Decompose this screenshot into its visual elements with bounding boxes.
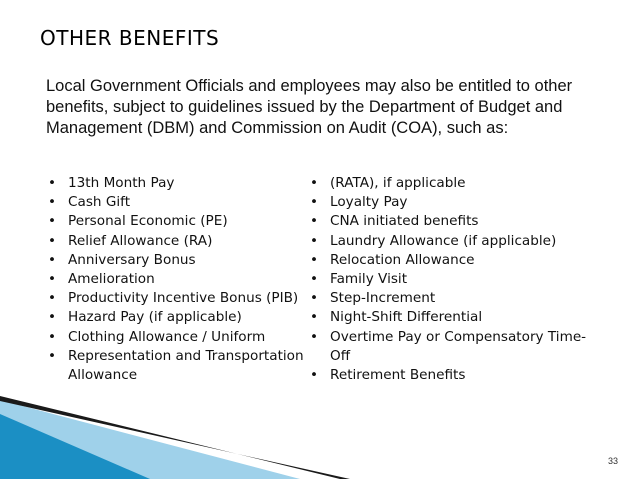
list-item: • Retirement Benefits (310, 366, 590, 385)
decorative-swoosh (0, 380, 638, 479)
list-item: • Representation and Transportation Allowance (48, 347, 304, 384)
bullet-icon: • (310, 232, 319, 249)
list-item: • Laundry Allowance (if applicable) (310, 232, 590, 251)
list-item: • Anniversary Bonus (48, 251, 313, 270)
list-item: • Night-Shift Differential (310, 308, 590, 327)
list-item: • Overtime Pay or Compensatory Time-Off (310, 328, 587, 364)
page-number: 33 (608, 456, 619, 466)
slide-title: OTHER BENEFITS (40, 26, 220, 50)
list-item: • Clothing Allowance / Uniform (48, 328, 313, 347)
bullet-icon: • (310, 290, 319, 307)
list-item: • Hazard Pay (if applicable) (48, 308, 313, 327)
benefits-list-right (310, 174, 590, 385)
bullet-icon: • (48, 213, 57, 230)
bullet-icon: • (48, 271, 57, 288)
bullet-icon: • (310, 213, 319, 230)
bullet-icon: • (310, 367, 319, 384)
bullet-icon: • (48, 194, 57, 211)
intro-paragraph: Local Government Officials and employees may also be entitled to other benefits, subject to guidelines issued by the Department of Budget and Management (DBM) and Commission on Audit (COA), such as: (46, 77, 573, 137)
bullet-icon: • (48, 309, 57, 326)
bullet-icon: • (48, 251, 57, 268)
list-item: • Productivity Incentive Bonus (PIB) (48, 289, 313, 308)
bullet-icon: • (48, 290, 57, 307)
list-item: • Personal Economic (PE) (48, 212, 313, 231)
bullet-icon: • (48, 347, 57, 364)
list-item: • Family Visit (310, 270, 590, 289)
list-item: • (RATA), if applicable (310, 174, 590, 193)
bullet-icon: • (48, 328, 57, 345)
list-item: • Step-Increment (310, 289, 590, 308)
list-item: • 13th Month Pay (48, 174, 313, 193)
bullet-icon: • (310, 309, 319, 326)
list-item: • Amelioration (48, 270, 313, 289)
bullet-icon: • (310, 251, 319, 268)
list-item: • CNA initiated benefits (310, 212, 590, 231)
benefits-list-left (48, 174, 313, 385)
list-item: • Cash Gift (48, 193, 313, 212)
bullet-icon: • (310, 194, 319, 211)
bullet-icon: • (310, 328, 319, 345)
list-item: • Relocation Allowance (310, 251, 590, 270)
bullet-icon: • (310, 175, 319, 191)
bullet-icon: • (310, 271, 319, 288)
bullet-icon: • (48, 232, 57, 249)
list-item: • Loyalty Pay (310, 193, 590, 212)
list-item: • Relief Allowance (RA) (48, 232, 313, 251)
bullet-icon: • (48, 175, 57, 191)
